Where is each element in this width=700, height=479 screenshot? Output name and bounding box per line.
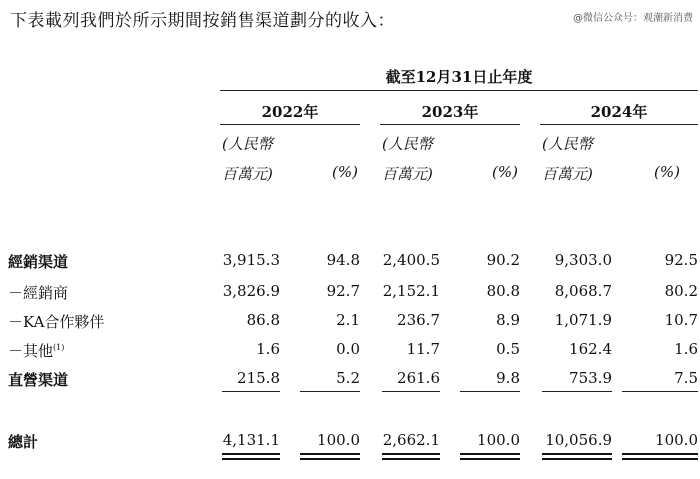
- cell-row1-percent-2024: 80.2: [664, 282, 698, 300]
- row-label-distribution-channel: 經銷渠道: [8, 253, 69, 271]
- total-double-rule-amount-2023: [382, 453, 440, 460]
- cell-row2-amount-2024: 1,071.9: [554, 311, 612, 329]
- cell-row3-percent-2024: 1.6: [674, 340, 698, 358]
- row-label-total: 總計: [8, 433, 39, 451]
- year-rule-2024: [540, 124, 698, 125]
- unit-amount-2023-line2: 百萬元): [382, 165, 433, 183]
- unit-amount-2023-line1: (人民幣: [382, 135, 433, 153]
- year-2024: 2024年: [590, 103, 648, 121]
- period-rule: [220, 90, 698, 91]
- total-double-rule-percent-2024: [622, 453, 698, 460]
- unit-amount-2024-line1: (人民幣: [542, 135, 593, 153]
- cell-row2-percent-2023: 8.9: [496, 311, 520, 329]
- year-2023: 2023年: [421, 103, 479, 121]
- unit-percent-2023: (%): [492, 163, 518, 181]
- cell-row5-percent-2024: 100.0: [655, 431, 698, 449]
- cell-row3-amount-2023: 11.7: [406, 340, 440, 358]
- cell-row5-amount-2023: 2,662.1: [382, 431, 440, 449]
- subtotal-rule-percent-2024: [622, 391, 698, 392]
- total-double-rule-amount-2022: [222, 453, 280, 460]
- cell-row2-percent-2022: 2.1: [336, 311, 360, 329]
- subtotal-rule-amount-2023: [382, 391, 440, 392]
- row-label-ka-partners: －KA合作夥伴: [8, 313, 105, 331]
- row-label-others-text: －其他: [8, 342, 54, 360]
- subtotal-rule-amount-2024: [542, 391, 612, 392]
- cell-row5-percent-2022: 100.0: [317, 431, 360, 449]
- cell-row3-percent-2023: 0.5: [496, 340, 520, 358]
- cell-row2-percent-2024: 10.7: [664, 311, 698, 329]
- cell-row3-percent-2022: 0.0: [336, 340, 360, 358]
- cell-row1-amount-2024: 8,068.7: [554, 282, 612, 300]
- year-rule-2022: [220, 124, 360, 125]
- cell-row0-percent-2024: 92.5: [664, 251, 698, 269]
- cell-row1-percent-2022: 92.7: [326, 282, 360, 300]
- cell-row4-amount-2023: 261.6: [397, 369, 440, 387]
- cell-row0-amount-2023: 2,400.5: [382, 251, 440, 269]
- cell-row4-percent-2023: 9.8: [496, 369, 520, 387]
- intro-text: 下表載列我們於所示期間按銷售渠道劃分的收入：: [10, 11, 395, 31]
- subtotal-rule-amount-2022: [222, 391, 280, 392]
- cell-row0-percent-2023: 90.2: [486, 251, 520, 269]
- cell-row3-amount-2022: 1.6: [256, 340, 280, 358]
- unit-percent-2024: (%): [654, 163, 680, 181]
- cell-row4-percent-2022: 5.2: [336, 369, 360, 387]
- unit-percent-2022: (%): [332, 163, 358, 181]
- cell-row1-amount-2022: 3,826.9: [222, 282, 280, 300]
- watermark: @微信公众号：观潮新消费: [573, 13, 693, 24]
- cell-row0-percent-2022: 94.8: [326, 251, 360, 269]
- total-double-rule-amount-2024: [542, 453, 612, 460]
- year-2022: 2022年: [261, 103, 319, 121]
- cell-row3-amount-2024: 162.4: [569, 340, 612, 358]
- cell-row5-percent-2023: 100.0: [477, 431, 520, 449]
- cell-row2-amount-2022: 86.8: [246, 311, 280, 329]
- subtotal-rule-percent-2023: [460, 391, 520, 392]
- cell-row4-amount-2022: 215.8: [237, 369, 280, 387]
- cell-row4-amount-2024: 753.9: [569, 369, 612, 387]
- cell-row4-percent-2024: 7.5: [674, 369, 698, 387]
- unit-amount-2022-line1: (人民幣: [222, 135, 273, 153]
- total-double-rule-percent-2023: [460, 453, 520, 460]
- unit-amount-2022-line2: 百萬元): [222, 165, 273, 183]
- footnote-marker: (1): [53, 343, 65, 352]
- cell-row2-amount-2023: 236.7: [397, 311, 440, 329]
- row-label-others: [8, 340, 64, 361]
- cell-row0-amount-2022: 3,915.3: [222, 251, 280, 269]
- cell-row0-amount-2024: 9,303.0: [554, 251, 612, 269]
- subtotal-rule-percent-2022: [300, 391, 360, 392]
- row-label-distributors: －經銷商: [8, 284, 69, 302]
- cell-row1-amount-2023: 2,152.1: [382, 282, 440, 300]
- row-label-direct-channel: 直營渠道: [8, 371, 69, 389]
- cell-row5-amount-2024: 10,056.9: [545, 431, 612, 449]
- cell-row5-amount-2022: 4,131.1: [222, 431, 280, 449]
- unit-amount-2024-line2: 百萬元): [542, 165, 593, 183]
- period-header: 截至12月31日止年度: [385, 68, 533, 86]
- cell-row1-percent-2023: 80.8: [486, 282, 520, 300]
- year-rule-2023: [380, 124, 520, 125]
- total-double-rule-percent-2022: [300, 453, 360, 460]
